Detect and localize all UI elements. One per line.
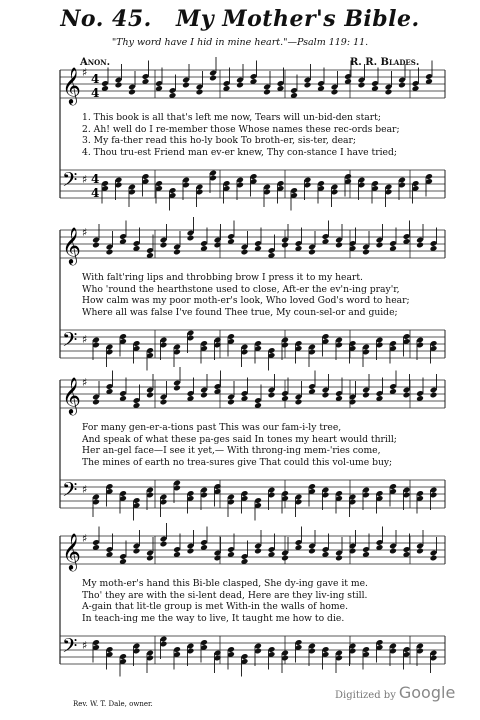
- key-signature-sharp-icon: ♯: [82, 333, 88, 346]
- lyric-line: For many gen-er-a-tions past This was our fam-i-ly tree,: [82, 422, 342, 433]
- note-head-icon: [403, 392, 411, 399]
- lyric-line: 2. Ah! well do I re-member those Whose names these rec-ords bear;: [82, 123, 400, 135]
- note-head-icon: [268, 392, 276, 399]
- note-head-icon: [160, 399, 168, 406]
- digitized-by-label: Digitized by: [335, 690, 396, 701]
- key-signature-sharp-icon: ♯: [82, 66, 88, 79]
- hymn-number: No. 45.: [60, 6, 152, 32]
- note-head-icon: [308, 548, 316, 555]
- note-head-icon: [358, 82, 366, 89]
- note-head-icon: [209, 75, 217, 82]
- note-head-icon: [335, 242, 343, 249]
- note-head-icon: [416, 242, 424, 249]
- key-signature-sharp-icon: ♯: [82, 532, 88, 545]
- time-signature: 4: [91, 186, 100, 200]
- lyric-line: How calm was my poor moth-er's look, Who loved God's word to hear;: [82, 295, 410, 306]
- music-system-4: [60, 532, 455, 674]
- treble-clef-icon: 𝄞: [62, 376, 81, 414]
- note-head-icon: [146, 392, 154, 399]
- note-head-icon: [241, 249, 249, 256]
- lyric-line: 3. My fa-ther read this ho-ly book To broth-er, sis-ter, dear;: [82, 135, 357, 146]
- music-system-3: [60, 376, 455, 518]
- note-head-icon: [398, 82, 406, 89]
- note-head-icon: [187, 548, 195, 555]
- note-head-icon: [227, 399, 235, 406]
- note-head-icon: [331, 89, 339, 96]
- treble-clef-icon: 𝄞: [62, 66, 81, 104]
- note-head-icon: [281, 555, 289, 562]
- owner-note: Rev. W. T. Dale, owner.: [73, 700, 153, 708]
- note-head-icon: [430, 555, 438, 562]
- verse-block-2: [82, 272, 480, 318]
- lyric-line: Her an-gel face—I see it yet,— With throng-ing mem-'ries come,: [82, 445, 381, 456]
- note-head-icon: [362, 249, 370, 256]
- note-head-icon: [385, 89, 393, 96]
- note-head-icon: [254, 548, 262, 555]
- note-head-icon: [362, 392, 370, 399]
- note-head-icon: [160, 541, 168, 548]
- music-system-2: [60, 226, 455, 368]
- note-head-icon: [200, 392, 208, 399]
- lyric-line: In teach-ing me the way to live, It taught me how to die.: [82, 612, 345, 624]
- bass-clef-icon: 𝄢: [62, 328, 78, 356]
- note-head-icon: [133, 548, 141, 555]
- note-head-icon: [416, 548, 424, 555]
- note-head-icon: [389, 548, 397, 555]
- note-head-icon: [376, 242, 384, 249]
- note-head-icon: [187, 235, 195, 242]
- lyric-line: 1. This book is all that's left me now, Tears will un-bid-den start;: [82, 112, 381, 123]
- note-head-icon: [106, 249, 114, 256]
- lyric-line: And speak of what these pa-ges said In tones my heart would thrill;: [82, 433, 397, 445]
- key-signature-sharp-icon: ♯: [82, 173, 88, 186]
- note-head-icon: [196, 89, 204, 96]
- note-head-icon: [160, 242, 168, 249]
- lyric-line: Tho' they are with the si-lent dead, Here are they liv-ing still.: [82, 589, 368, 601]
- note-head-icon: [173, 249, 181, 256]
- lyric-line: With falt'ring lips and throbbing brow I press it to my heart.: [82, 272, 363, 283]
- lyric-line: 4. Thou tru-est Friend man ev-er knew, Thy con-stance I have tried;: [82, 146, 397, 158]
- treble-clef-icon: 𝄞: [62, 532, 81, 570]
- lyric-line: My moth-er's hand this Bi-ble clasped, She dy-ing gave it me.: [82, 578, 368, 589]
- bass-clef-icon: 𝄢: [62, 168, 78, 196]
- key-signature-sharp-icon: ♯: [82, 639, 88, 652]
- note-head-icon: [146, 555, 154, 562]
- note-head-icon: [322, 392, 330, 399]
- note-head-icon: [115, 82, 123, 89]
- bass-clef-icon: 𝄢: [62, 478, 78, 506]
- scripture-epigraph: "Thy word have I hid in mine heart."—Psalm 119: 11.: [111, 37, 369, 48]
- note-head-icon: [182, 82, 190, 89]
- verse-block-1: [82, 112, 480, 158]
- note-head-icon: [263, 89, 271, 96]
- note-head-icon: [281, 242, 289, 249]
- note-head-icon: [308, 249, 316, 256]
- lyric-line: A-gain that lit-tle group is met With-in the walls of home.: [82, 601, 348, 612]
- note-head-icon: [128, 89, 136, 96]
- key-signature-sharp-icon: ♯: [82, 483, 88, 496]
- note-head-icon: [92, 399, 100, 406]
- key-signature-sharp-icon: ♯: [82, 226, 88, 239]
- note-head-icon: [335, 555, 343, 562]
- composer-credit: R. R. Blades.: [350, 57, 420, 68]
- verse-block-4: [82, 578, 480, 624]
- note-head-icon: [430, 392, 438, 399]
- note-head-icon: [236, 82, 244, 89]
- music-system-1: [60, 66, 455, 208]
- lyric-line: The mines of earth no trea-sures give That could this vol-ume buy;: [82, 456, 393, 468]
- note-head-icon: [304, 82, 312, 89]
- google-logo: Google: [398, 683, 456, 702]
- bass-clef-icon: 𝄢: [62, 634, 78, 662]
- treble-clef-icon: 𝄞: [62, 226, 81, 264]
- digitization-watermark: [335, 683, 455, 702]
- verse-block-3: [82, 422, 480, 468]
- lyric-line: Who 'round the hearthstone used to close, Aft-er the ev'n-ing pray'r,: [82, 283, 400, 295]
- hymn-title-row: [0, 6, 480, 32]
- time-signature: 4: [91, 86, 100, 100]
- time-signature: 4: [91, 72, 100, 86]
- time-signature: 4: [91, 172, 100, 186]
- note-head-icon: [295, 399, 303, 406]
- note-head-icon: [173, 385, 181, 392]
- lyric-line: Where all was false I've found Thee true, My coun-sel-or and guide;: [82, 306, 398, 318]
- note-head-icon: [92, 242, 100, 249]
- hymn-title: My Mother's Bible.: [175, 6, 420, 32]
- key-signature-sharp-icon: ♯: [82, 376, 88, 389]
- lyricist-credit: Anon.: [80, 57, 111, 68]
